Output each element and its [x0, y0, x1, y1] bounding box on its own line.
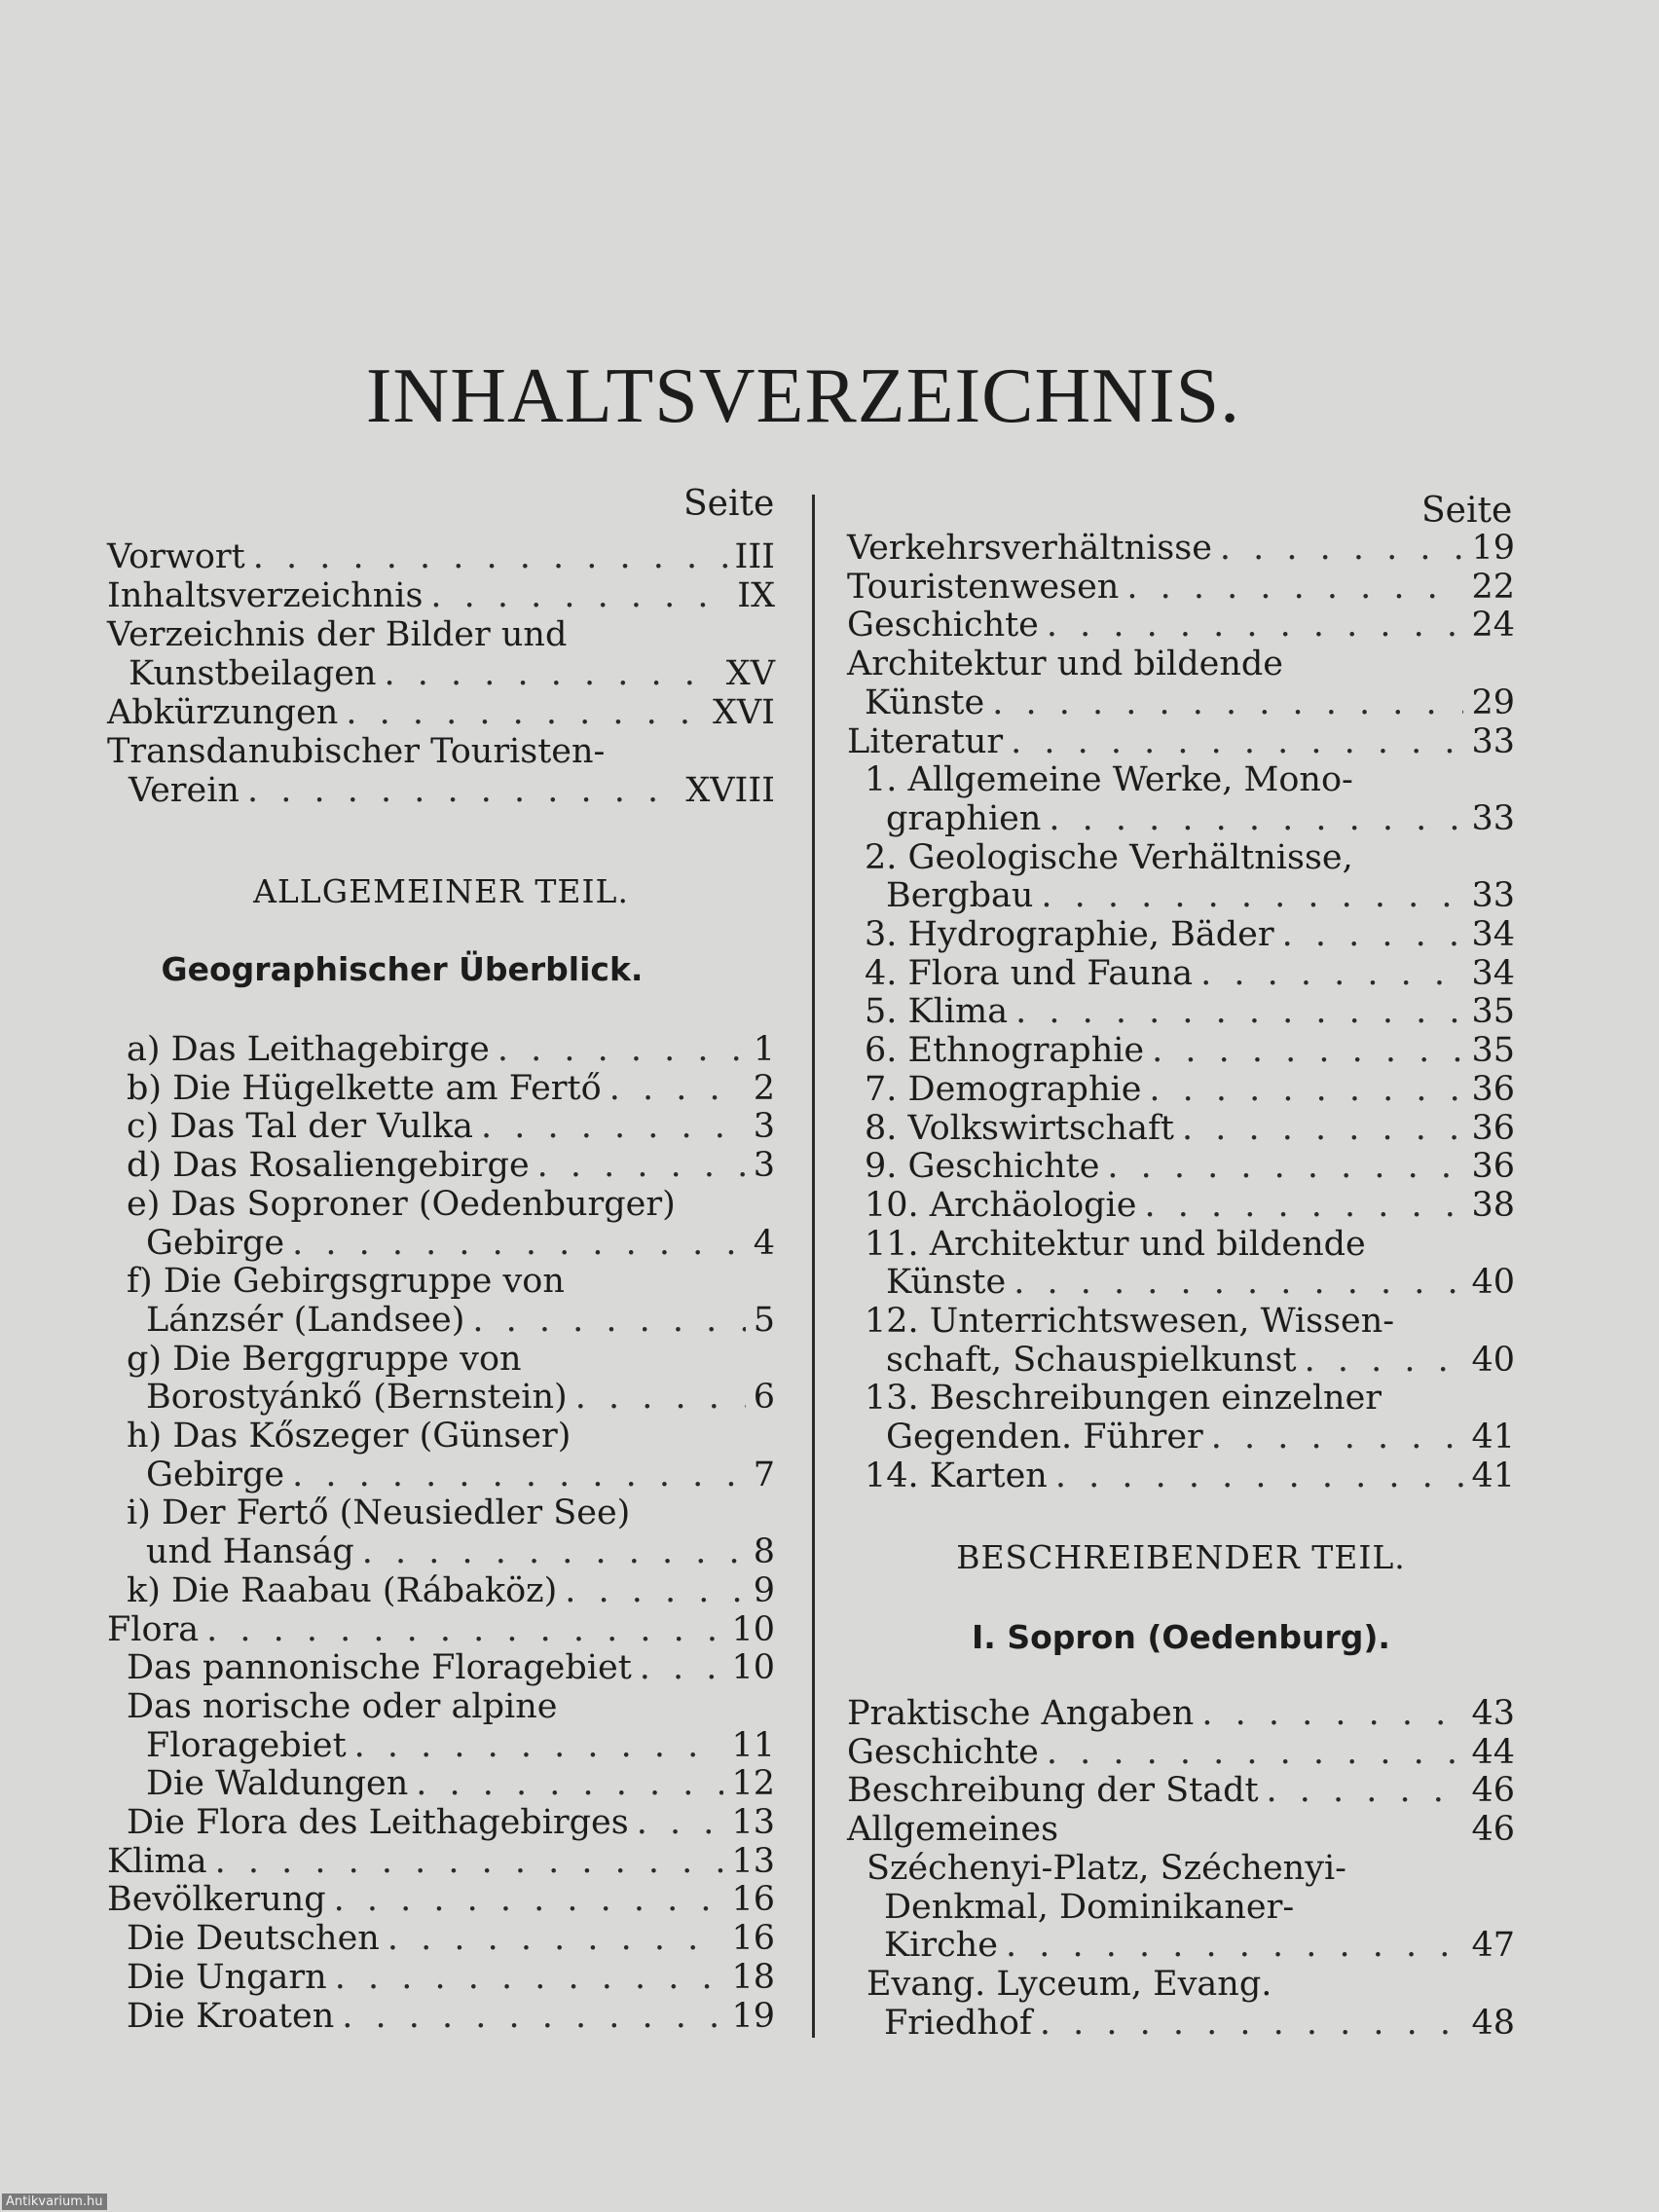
section-heading-beschreibender: BESCHREIBENDER TEIL.: [956, 1538, 1406, 1576]
dot-leader: [1041, 876, 1463, 915]
toc-entry-page: 13: [731, 1803, 775, 1842]
toc-entry-title: Flora: [107, 1609, 200, 1649]
toc-entry-page: 16: [731, 1919, 775, 1959]
toc-entry-page: 47: [1471, 1926, 1515, 1966]
dot-leader: [1220, 529, 1464, 568]
dot-leader: [1126, 568, 1463, 607]
toc-entry: [107, 1224, 775, 1263]
toc-entry: [107, 1456, 775, 1494]
toc-entry: [107, 1262, 775, 1301]
toc-entry-title: Bergbau: [886, 876, 1034, 916]
toc-entry-page: 13: [731, 1841, 775, 1881]
dot-leader: [1055, 1456, 1464, 1495]
dot-leader: [992, 683, 1463, 722]
toc-entry: [107, 1069, 775, 1108]
toc-entry-title: Touristenwesen: [847, 567, 1120, 607]
dot-leader: [1011, 722, 1463, 761]
toc-entry-title: a) Das Leithagebirge: [127, 1030, 490, 1069]
toc-entry: [847, 1379, 1515, 1418]
toc-entry-title: 1. Allgemeine Werke, Mono-: [865, 760, 1353, 800]
toc-entry-page: 11: [731, 1725, 775, 1765]
toc-entry-title: Inhaltsverzeichnis: [107, 576, 424, 615]
subsection-heading-sopron: I. Sopron (Oedenburg).: [972, 1618, 1390, 1656]
toc-entry: [107, 693, 775, 732]
dot-leader: [253, 537, 727, 576]
toc-entry-title: Evang. Lyceum, Evang.: [866, 1964, 1272, 2004]
dot-leader: [1152, 1031, 1463, 1070]
toc-entry-title: Gegenden. Führer: [886, 1418, 1203, 1457]
dot-leader: [1149, 1070, 1463, 1109]
toc-entry: [107, 537, 775, 576]
toc-entry-page: 1: [753, 1030, 775, 1069]
toc-entry: [107, 1185, 775, 1224]
toc-entry-title: Kirche: [884, 1926, 998, 1966]
toc-entry-title: Die Flora des Leithagebirges: [127, 1803, 629, 1842]
toc-entry-title: Die Deutschen: [127, 1919, 380, 1959]
toc-entry-page: 41: [1471, 1418, 1515, 1457]
dot-leader: [385, 654, 719, 693]
toc-entry-page: 8: [753, 1532, 775, 1572]
toc-entry: [107, 1726, 775, 1765]
toc-entry-title: Gebirge: [146, 1455, 285, 1494]
toc-entry-title: graphien: [886, 798, 1042, 838]
toc-entry-page: 4: [753, 1223, 775, 1263]
toc-entry-page: 46: [1471, 1771, 1515, 1811]
toc-entry-title: Allgemeines: [847, 1810, 1059, 1850]
toc-entry: [107, 1958, 775, 1997]
dot-leader: [1047, 606, 1464, 645]
toc-entry-title: Künste: [865, 682, 985, 722]
toc-entry-page: 18: [731, 1957, 775, 1997]
toc-entry-page: 5: [753, 1300, 775, 1340]
dot-leader: [481, 1107, 746, 1146]
toc-entry-title: 7. Demographie: [865, 1069, 1142, 1109]
dot-leader: [1047, 1733, 1464, 1772]
toc-entry-page: 12: [731, 1764, 775, 1804]
toc-entry-page: 40: [1471, 1263, 1515, 1303]
dot-leader: [416, 1764, 723, 1803]
toc-entry-title: Gebirge: [146, 1223, 285, 1263]
toc-entry-title: Friedhof: [884, 2003, 1032, 2043]
dot-leader: [1107, 1147, 1463, 1186]
toc-entry: [847, 683, 1515, 722]
toc-entry-title: k) Die Raabau (Rábaköz): [127, 1570, 558, 1610]
toc-entry-page: 6: [753, 1378, 775, 1418]
dot-leader: [247, 771, 678, 810]
toc-entry: [847, 799, 1515, 838]
toc-entry: [847, 1849, 1515, 1888]
dot-leader: [472, 1301, 745, 1340]
toc-entry-title: 2. Geologische Verhältnisse,: [865, 837, 1353, 877]
dot-leader: [1182, 1109, 1463, 1148]
toc-entry: [107, 1417, 775, 1456]
toc-entry-page: 16: [731, 1880, 775, 1920]
toc-entry-page: XVIII: [685, 771, 775, 810]
toc-entry-page: 35: [1471, 1031, 1515, 1071]
toc-entry: [847, 1926, 1515, 1965]
toc-entry: [107, 1571, 775, 1610]
toc-entry-page: 35: [1471, 992, 1515, 1032]
dot-leader: [637, 1803, 724, 1842]
toc-entry-title: Klima: [107, 1841, 207, 1881]
toc-entry: [107, 771, 775, 810]
toc-entry: [107, 1880, 775, 1919]
toc-entry: [847, 1341, 1515, 1380]
watermark: Antikvarium.hu: [2, 2194, 107, 2210]
toc-entry-title: 6. Ethnographie: [865, 1031, 1145, 1071]
toc-entry: [847, 722, 1515, 761]
toc-entry: [107, 654, 775, 693]
toc-entry-title: Das norische oder alpine: [127, 1686, 558, 1726]
dot-leader: [292, 1456, 746, 1494]
toc-entry-title: 11. Architektur und bildende: [865, 1224, 1366, 1264]
toc-entry-title: und Hanság: [146, 1532, 354, 1572]
toc-entry-page: 3: [753, 1107, 775, 1147]
toc-entry-title: Künste: [886, 1263, 1007, 1303]
toc-entry-page: 22: [1471, 567, 1515, 607]
toc-entry-page: 29: [1471, 682, 1515, 722]
dot-leader: [1200, 954, 1463, 993]
toc-entry-page: 34: [1471, 915, 1515, 954]
toc-entry-page: 10: [731, 1609, 775, 1649]
toc-entry: [847, 876, 1515, 915]
toc-entry-page: 19: [731, 1996, 775, 2036]
toc-entry-page: 34: [1471, 953, 1515, 993]
dot-leader: [1049, 799, 1463, 838]
toc-entry-page: 36: [1471, 1069, 1515, 1109]
toc-entry-title: d) Das Rosaliengebirge: [127, 1146, 530, 1186]
toc-entry: [107, 1919, 775, 1958]
dot-leader: [1211, 1418, 1464, 1456]
toc-entry-title: Die Ungarn: [127, 1957, 327, 1997]
dot-leader: [206, 1610, 723, 1649]
toc-entry-title: schaft, Schauspielkunst: [886, 1340, 1297, 1380]
toc-entry-page: 24: [1471, 606, 1515, 645]
toc-entry: [847, 1965, 1515, 2004]
toc-entry-page: 43: [1471, 1694, 1515, 1733]
toc-entry: [107, 1842, 775, 1881]
toc-entry-title: Das pannonische Floragebiet: [127, 1648, 632, 1688]
toc-entry-title: h) Das Kőszeger (Günser): [127, 1417, 571, 1456]
toc-entry-title: g) Die Berggruppe von: [127, 1339, 522, 1379]
toc-entry: [847, 645, 1515, 683]
toc-entry: [847, 1147, 1515, 1186]
toc-entry-page: 36: [1471, 1147, 1515, 1187]
toc-entry: [847, 1109, 1515, 1148]
dot-leader: [575, 1378, 746, 1417]
toc-entry-title: Széchenyi-Platz, Széchenyi-: [866, 1848, 1347, 1888]
toc-entry-title: Lánzsér (Landsee): [146, 1300, 465, 1340]
toc-entry: [107, 1340, 775, 1379]
toc-entry: [847, 2004, 1515, 2043]
toc-entry-title: 12. Unterrichtswesen, Wissen-: [865, 1302, 1395, 1341]
dot-leader: [335, 1958, 724, 1997]
dot-leader: [334, 1880, 724, 1919]
toc-entry: [847, 529, 1515, 568]
toc-entry-title: Praktische Angaben: [847, 1694, 1195, 1733]
dot-leader: [292, 1224, 746, 1263]
subsection-heading-geographischer: Geographischer Überblick.: [161, 950, 644, 988]
toc-entry: [107, 1764, 775, 1803]
dot-leader: [387, 1919, 724, 1958]
toc-entry: [107, 615, 775, 654]
toc-entry-page: 48: [1471, 2003, 1515, 2043]
toc-entry-page: 44: [1471, 1732, 1515, 1772]
toc-entry-page: IX: [737, 576, 775, 615]
toc-entry: [847, 1694, 1515, 1733]
toc-entry-title: e) Das Soproner (Oedenburger): [127, 1184, 676, 1224]
toc-entry: [847, 760, 1515, 799]
toc-entry: [847, 1456, 1515, 1495]
toc-entry-title: Transdanubischer Touristen-: [107, 732, 606, 771]
toc-entry: [847, 1418, 1515, 1456]
toc-entry-title: Die Kroaten: [127, 1996, 335, 2036]
toc-entry: [107, 732, 775, 771]
toc-entry-title: 14. Karten: [865, 1456, 1048, 1495]
toc-entry: [847, 1263, 1515, 1302]
dot-leader: [430, 576, 729, 615]
toc-entry-title: Architektur und bildende: [847, 645, 1283, 684]
toc-entry: [107, 576, 775, 615]
toc-entry-page: 10: [731, 1648, 775, 1688]
dot-leader: [1267, 1771, 1464, 1810]
toc-entry: [847, 1070, 1515, 1109]
dot-leader: [1014, 1263, 1463, 1302]
dot-leader: [215, 1842, 724, 1881]
toc-entry-title: 9. Geschichte: [865, 1147, 1100, 1187]
toc-entry: [847, 915, 1515, 954]
toc-entry-page: XV: [725, 654, 775, 693]
toc-entry: [107, 1301, 775, 1340]
toc-entry: [107, 1610, 775, 1649]
toc-entry: [847, 1031, 1515, 1070]
toc-entry: [847, 606, 1515, 645]
seite-label-left: Seite: [683, 484, 775, 524]
seite-label-right: Seite: [1421, 491, 1513, 531]
toc-entry-page: XVI: [712, 693, 775, 732]
toc-entry-page: 38: [1471, 1185, 1515, 1225]
toc-entry-title: Kunstbeilagen: [129, 654, 377, 693]
toc-entry: [847, 954, 1515, 993]
toc-entry: [847, 1888, 1515, 1927]
toc-entry-title: Denkmal, Dominikaner-: [884, 1887, 1295, 1927]
dot-leader: [640, 1648, 724, 1687]
toc-entry-title: c) Das Tal der Vulka: [127, 1107, 474, 1147]
toc-entry: [847, 1302, 1515, 1341]
toc-entry: [107, 1997, 775, 2036]
toc-entry-page: 36: [1471, 1108, 1515, 1148]
toc-entry-title: Abkürzungen: [107, 693, 339, 732]
toc-entry-page: 2: [753, 1068, 775, 1108]
toc-entry-title: 13. Beschreibungen einzelner: [865, 1379, 1382, 1419]
toc-entry: [107, 1030, 775, 1069]
dot-leader: [1282, 915, 1464, 954]
toc-entry-title: Vorwort: [107, 537, 245, 576]
toc-entry: [847, 1771, 1515, 1810]
toc-entry-title: i) Der Fertő (Neusiedler See): [127, 1493, 631, 1533]
dot-leader: [1305, 1341, 1464, 1380]
toc-entry: [107, 1687, 775, 1726]
toc-entry-title: Floragebiet: [146, 1725, 347, 1765]
toc-entry-title: 3. Hydrographie, Bäder: [865, 915, 1274, 954]
section-heading-allgemeiner: ALLGEMEINER TEIL.: [253, 872, 629, 910]
toc-entry-title: Verein: [129, 771, 240, 810]
toc-entry-title: Geschichte: [847, 1732, 1039, 1772]
dot-leader: [498, 1030, 746, 1069]
toc-entry-page: 46: [1471, 1810, 1515, 1850]
dot-leader: [1015, 992, 1463, 1031]
dot-leader: [1040, 2004, 1464, 2043]
toc-entry: [107, 1493, 775, 1532]
toc-entry-page: 7: [753, 1455, 775, 1494]
toc-entry-title: 5. Klima: [865, 992, 1009, 1032]
dot-leader: [362, 1532, 746, 1571]
toc-entry-title: Beschreibung der Stadt: [847, 1771, 1259, 1811]
toc-entry-page: 33: [1471, 721, 1515, 761]
toc-entry: [107, 1146, 775, 1185]
toc-entry-page: 19: [1471, 529, 1515, 568]
toc-entry-title: f) Die Gebirgsgruppe von: [127, 1262, 565, 1302]
dot-leader: [342, 1997, 723, 2036]
toc-entry: [107, 1532, 775, 1571]
toc-entry-page: 33: [1471, 876, 1515, 916]
toc-entry-page: 41: [1471, 1456, 1515, 1495]
toc-entry-page: 3: [753, 1146, 775, 1186]
toc-entry: [847, 1810, 1515, 1849]
toc-entry-page: III: [734, 537, 775, 576]
dot-leader: [1144, 1186, 1463, 1225]
toc-entry: [847, 568, 1515, 607]
page-title: INHALTSVERZEICHNIS.: [365, 353, 1241, 439]
toc-entry-page: 40: [1471, 1340, 1515, 1380]
toc-entry-title: Bevölkerung: [107, 1880, 326, 1920]
toc-entry-page: 9: [753, 1570, 775, 1610]
dot-leader: [537, 1146, 746, 1185]
toc-entry-title: 4. Flora und Fauna: [865, 953, 1194, 993]
toc-entry-title: Geschichte: [847, 606, 1039, 645]
toc-entry: [107, 1107, 775, 1146]
dot-leader: [1201, 1694, 1463, 1733]
toc-entry-title: 10. Archäologie: [865, 1185, 1137, 1225]
toc-entry-title: b) Die Hügelkette am Fertő: [127, 1068, 602, 1108]
toc-entry: [847, 1225, 1515, 1264]
toc-entry: [847, 1186, 1515, 1225]
toc-entry-title: 8. Volkswirtschaft: [865, 1108, 1174, 1148]
toc-entry-title: Literatur: [847, 721, 1004, 761]
toc-entry-title: Verzeichnis der Bilder und: [107, 615, 568, 654]
toc-entry: [847, 992, 1515, 1031]
toc-entry: [107, 1648, 775, 1687]
column-divider: [812, 495, 815, 2038]
toc-entry-title: Borostyánkő (Bernstein): [146, 1378, 568, 1418]
toc-entry-title: Verkehrsverhältnisse: [847, 529, 1212, 568]
dot-leader: [354, 1726, 724, 1765]
toc-entry: [847, 838, 1515, 877]
dot-leader: [565, 1571, 745, 1610]
toc-entry: [107, 1803, 775, 1842]
dot-leader: [1006, 1926, 1464, 1965]
dot-leader: [609, 1069, 746, 1108]
toc-entry: [107, 1378, 775, 1417]
toc-entry-page: 33: [1471, 798, 1515, 838]
dot-leader: [346, 693, 705, 732]
toc-entry: [847, 1733, 1515, 1772]
toc-entry-title: Die Waldungen: [146, 1764, 409, 1804]
